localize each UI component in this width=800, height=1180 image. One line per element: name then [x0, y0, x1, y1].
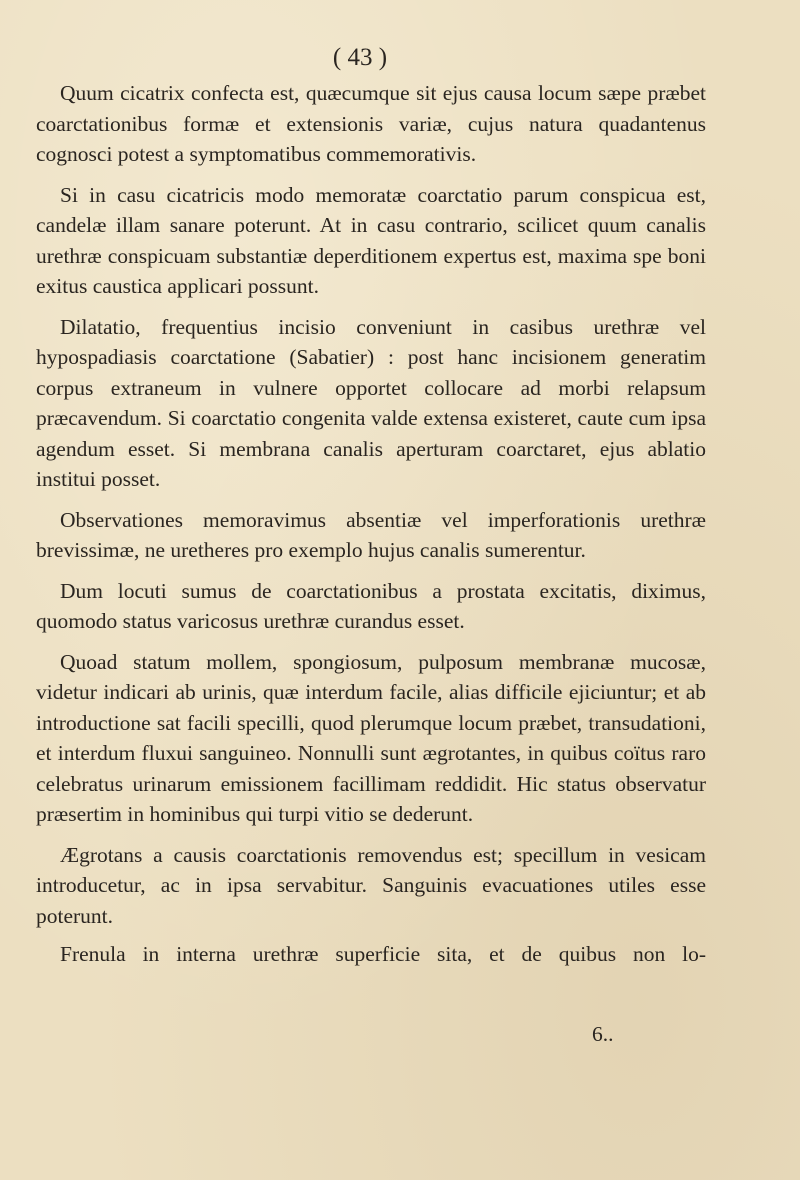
page-number: ( 43 ) [332, 44, 388, 71]
paragraph-7: Ægrotans a causis coarctationis removendus est; specillum in vesicam introducetur, ac in ipsa servabitur. Sanguinis evacuationes utiles esse poterunt. [36, 842, 706, 928]
paragraph-3: Dilatatio, frequentius incisio conveniunt in casibus urethræ vel hypospadiasis coarctatione (Sabatier) : post hanc incisionem generatim corpus extraneum in vulnere opportet collocare ad morbi relapsum præcavendum. Si coarctatio congenita valde extensa existeret, caute cum ipsa agendum esset. Si membrana canalis aperturam coarctaret, ejus ablatio institui posset. [36, 314, 706, 491]
paragraph-8-start: Frenula in interna urethræ superficie sita, et de quibus non lo- [60, 942, 706, 966]
signature-mark: 6.. [592, 1022, 614, 1046]
paragraph-5: Dum locuti sumus de coarctationibus a prostata excitatis, diximus, quomodo status varicosus urethræ curandus esset. [36, 578, 706, 633]
body-text [36, 78, 706, 970]
paragraph-2: Si in casu cicatricis modo memoratæ coarctatio parum conspicua est, candelæ illam sanare poterunt. At in casu contrario, scilicet quum canalis urethræ conspicuam substantiæ deperditionem expertus est, maxima spe boni exitus caustica applicari possunt. [36, 182, 706, 298]
paragraph-1: Quum cicatrix confecta est, quæcumque sit ejus causa locum sæpe præbet coarctationibus formæ et extensionis variæ, cujus natura quadantenus cognosci potest a symptomatibus commemorativis. [36, 81, 706, 166]
paragraph-4: Observationes memoravimus absentiæ vel imperforationis urethræ brevissimæ, ne uretheres pro exemplo hujus canalis sumerentur. [36, 507, 706, 562]
paragraph-6: Quoad statum mollem, spongiosum, pulposum membranæ mucosæ, videtur indicari ab urinis, quæ interdum facile, alias difficile ejiciuntur; et ab introductione sat facili specilli, quod plerumque locum præbet, transudationi, et interdum fluxui sanguineo. Nonnulli sunt ægrotantes, in quibus coïtus raro celebratus urinarum emissionem facillimam reddidit. Hic status observatur præsertim in hominibus qui turpi vitio se dederunt. [36, 649, 706, 826]
